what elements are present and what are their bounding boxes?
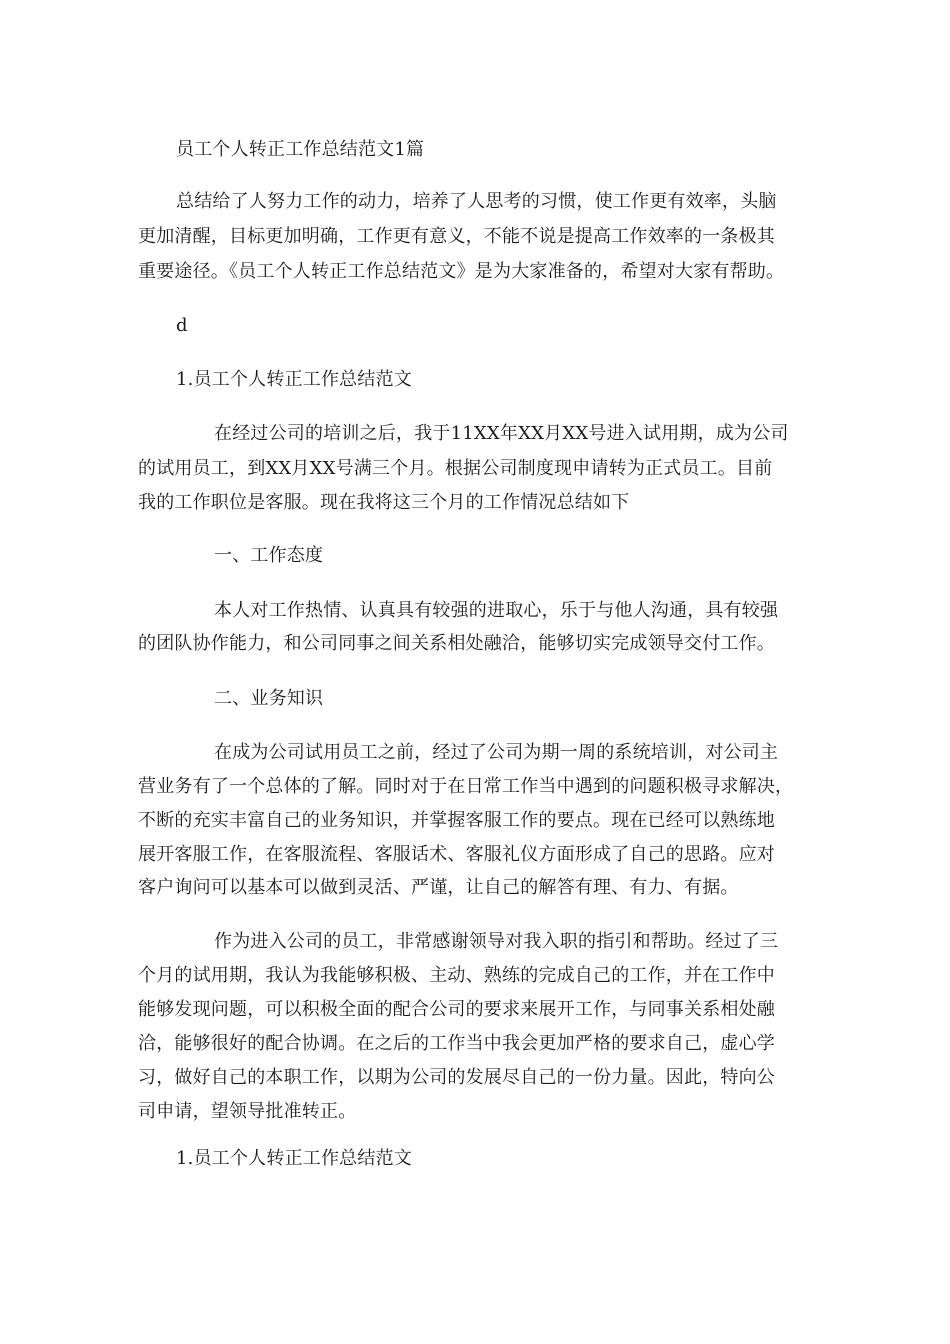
para4-line-6: 司申请，望领导批准转正。 bbox=[138, 1101, 357, 1122]
section-heading-1: 1.员工个人转正工作总结范文 bbox=[176, 369, 412, 390]
para1-line-1: 在经过公司的培训之后，我于11XX年XX月XX号进入试用期，成为公司 bbox=[214, 423, 789, 444]
para4-line-5: 习，做好自己的本职工作，以期为公司的发展尽自己的一份力量。因此，特向公 bbox=[138, 1067, 775, 1088]
para3-line-4: 展开客服工作，在客服流程、客服话术、客服礼仪方面形成了自己的思路。应对 bbox=[138, 844, 775, 865]
para1-line-2: 的试用员工，到XX月XX号满三个月。根据公司制度现申请转为正式员工。目前 bbox=[138, 458, 773, 479]
para3-line-1: 在成为公司试用员工之前，经过了公司为期一周的系统培训，对公司主 bbox=[214, 742, 779, 763]
marker-text: d bbox=[176, 315, 188, 336]
section-heading-2: 1.员工个人转正工作总结范文 bbox=[176, 1148, 412, 1169]
heading-business-knowledge: 二、业务知识 bbox=[214, 688, 324, 709]
intro-line-2: 更加清醒，目标更加明确，工作更有意义，不能不说是提高工作效率的一条极其 bbox=[138, 226, 775, 247]
para4-line-3: 能够发现问题，可以积极全面的配合公司的要求来展开工作，与同事关系相处融 bbox=[138, 999, 775, 1020]
para4-line-1: 作为进入公司的员工，非常感谢领导对我入职的指引和帮助。经过了三 bbox=[214, 931, 779, 952]
intro-line-1: 总结给了人努力工作的动力，培养了人思考的习惯，使工作更有效率，头脑 bbox=[176, 191, 777, 212]
para2-line-1: 本人对工作热情、认真具有较强的进取心，乐于与他人沟通，具有较强 bbox=[214, 600, 779, 621]
para3-line-5: 客户询问可以基本可以做到灵活、严谨，让自己的解答有理、有力、有据。 bbox=[138, 877, 739, 898]
para1-line-3: 我的工作职位是客服。现在我将这三个月的工作情况总结如下 bbox=[138, 492, 630, 513]
para4-line-4: 洽，能够很好的配合协调。在之后的工作当中我会更加严格的要求自己，虚心学 bbox=[138, 1033, 775, 1054]
para3-line-2: 营业务有了一个总体的了解。同时对于在日常工作当中遇到的问题积极寻求解决， bbox=[138, 776, 794, 797]
para4-line-2: 个月的试用期，我认为我能够积极、主动、熟练的完成自己的工作，并在工作中 bbox=[138, 965, 775, 986]
document-title: 员工个人转正工作总结范文1篇 bbox=[176, 139, 425, 160]
intro-line-3: 重要途径。《员工个人转正工作总结范文》是为大家准备的，希望对大家有帮助。 bbox=[138, 261, 785, 282]
heading-work-attitude: 一、工作态度 bbox=[214, 545, 324, 566]
para2-line-2: 的团队协作能力，和公司同事之间关系相处融洽，能够切实完成领导交付工作。 bbox=[138, 633, 775, 654]
para3-line-3: 不断的充实丰富自己的业务知识，并掌握客服工作的要点。现在已经可以熟练地 bbox=[138, 810, 775, 831]
